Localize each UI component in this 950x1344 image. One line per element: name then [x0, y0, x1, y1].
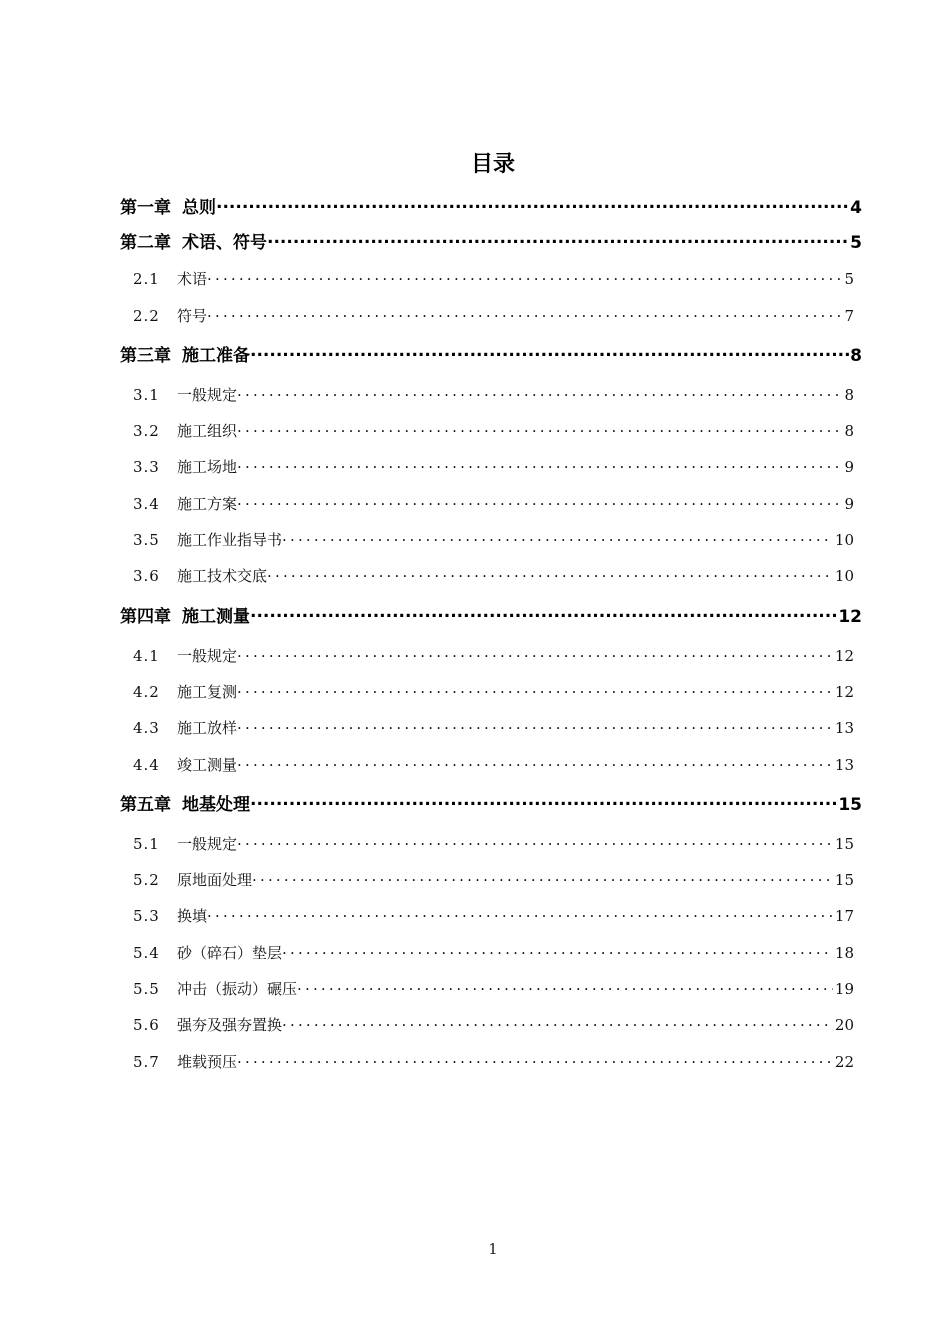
toc-entry-page: 15 — [834, 835, 854, 853]
toc-entry-number: 第二章 — [120, 233, 171, 253]
toc-entry-number: 5.3 — [133, 907, 160, 925]
toc-entry-number: 5.1 — [133, 835, 160, 853]
toc-entry-label: 施工测量 — [182, 607, 250, 627]
toc-entry-page: 13 — [834, 719, 854, 737]
toc-entry-number: 5.4 — [133, 944, 160, 962]
dot-leader — [237, 385, 842, 400]
toc-entry-label: 竣工测量 — [177, 756, 238, 774]
dot-leader — [267, 231, 850, 248]
toc-entry-label: 施工方案 — [177, 495, 238, 513]
toc-entry-number: 5.7 — [133, 1053, 160, 1071]
toc-section-entry[interactable] — [133, 1051, 854, 1075]
toc-entry-label: 施工组织 — [177, 422, 238, 440]
toc-entry-number: 3.6 — [133, 567, 160, 585]
dot-leader — [237, 457, 842, 472]
toc-section-entry[interactable] — [133, 681, 854, 705]
toc-entry-page: 5 — [844, 270, 854, 288]
toc-entry-number: 4.1 — [133, 647, 160, 665]
toc-section-entry[interactable] — [133, 942, 854, 966]
toc-entry-page: 10 — [834, 567, 854, 585]
dot-leader — [207, 269, 842, 284]
dot-leader — [282, 943, 833, 958]
toc-entry-page: 19 — [834, 980, 854, 998]
toc-entry-label: 术语、符号 — [182, 233, 267, 253]
toc-entry-page: 12 — [834, 683, 854, 701]
toc-section-entry[interactable] — [133, 493, 854, 517]
dot-leader — [237, 755, 833, 770]
toc-section-entry[interactable] — [133, 905, 854, 929]
toc-entry-page: 8 — [844, 386, 854, 404]
toc-section-entry[interactable] — [133, 869, 854, 893]
toc-entry-page: 20 — [834, 1016, 854, 1034]
toc-entry-label: 总则 — [182, 198, 216, 218]
toc-entry-number: 3.2 — [133, 422, 160, 440]
toc-entry-label: 砂（碎石）垫层 — [177, 944, 283, 962]
toc-section-entry[interactable] — [133, 420, 854, 444]
toc-entry-number: 4.3 — [133, 719, 160, 737]
toc-entry-page: 22 — [834, 1053, 854, 1071]
toc-entry-label: 堆载预压 — [177, 1053, 238, 1071]
toc-entry-number: 2.2 — [133, 307, 160, 325]
toc-entry-label: 原地面处理 — [177, 871, 253, 889]
toc-entry-label: 冲击（振动）碾压 — [177, 980, 298, 998]
toc-entry-page: 13 — [834, 756, 854, 774]
dot-leader — [237, 1052, 833, 1067]
toc-entry-number: 第一章 — [120, 198, 171, 218]
toc-section-entry[interactable] — [133, 833, 854, 857]
toc-entry-page: 5 — [850, 233, 862, 253]
toc-entry-number: 3.3 — [133, 458, 160, 476]
toc-section-entry[interactable] — [133, 565, 854, 589]
toc-entry-number: 5.5 — [133, 980, 160, 998]
toc-entry-number: 第五章 — [120, 795, 171, 815]
toc-entry-label: 一般规定 — [177, 647, 238, 665]
toc-entry-page: 12 — [838, 607, 862, 627]
toc-entry-label: 地基处理 — [182, 795, 250, 815]
toc-entry-label: 施工放样 — [177, 719, 238, 737]
dot-leader — [237, 421, 842, 436]
toc-entry-label: 一般规定 — [177, 835, 238, 853]
dot-leader — [250, 793, 838, 810]
toc-entry-label: 换填 — [177, 907, 208, 925]
toc-section-entry[interactable] — [133, 268, 854, 292]
dot-leader — [237, 646, 833, 661]
dot-leader — [237, 718, 833, 733]
dot-leader — [297, 979, 833, 994]
toc-section-entry[interactable] — [133, 384, 854, 408]
toc-entry-page: 15 — [834, 871, 854, 889]
toc-section-entry[interactable] — [133, 529, 854, 553]
toc-section-entry[interactable] — [133, 645, 854, 669]
toc-entry-page: 10 — [834, 531, 854, 549]
toc-entry-page: 12 — [834, 647, 854, 665]
toc-entry-label: 施工复测 — [177, 683, 238, 701]
toc-chapter-entry[interactable] — [120, 228, 862, 254]
toc-section-entry[interactable] — [133, 754, 854, 778]
toc-entry-number: 5.6 — [133, 1016, 160, 1034]
toc-entry-label: 施工场地 — [177, 458, 238, 476]
toc-entry-number: 5.2 — [133, 871, 160, 889]
toc-entry-page: 9 — [844, 495, 854, 513]
toc-entry-number: 3.1 — [133, 386, 160, 404]
toc-entry-page: 18 — [834, 944, 854, 962]
dot-leader — [250, 344, 850, 361]
toc-entry-number: 第三章 — [120, 346, 171, 366]
toc-entry-label: 一般规定 — [177, 386, 238, 404]
toc-chapter-entry[interactable] — [120, 790, 862, 816]
toc-entry-number: 3.4 — [133, 495, 160, 513]
dot-leader — [237, 682, 833, 697]
dot-leader — [237, 494, 842, 509]
toc-entry-label: 施工作业指导书 — [177, 531, 283, 549]
dot-leader — [207, 306, 842, 321]
toc-entry-page: 9 — [844, 458, 854, 476]
dot-leader — [237, 834, 833, 849]
toc-entry-label: 施工技术交底 — [177, 567, 268, 585]
toc-section-entry[interactable] — [133, 305, 854, 329]
dot-leader — [282, 530, 833, 545]
toc-entry-page: 4 — [850, 198, 862, 218]
toc-entry-page: 7 — [844, 307, 854, 325]
toc-entry-label: 符号 — [177, 307, 208, 325]
toc-entry-number: 4.2 — [133, 683, 160, 701]
toc-section-entry[interactable] — [133, 978, 854, 1002]
dot-leader — [250, 605, 838, 622]
toc-entry-number: 2.1 — [133, 270, 160, 288]
toc-entry-page: 17 — [834, 907, 854, 925]
toc-entry-label: 术语 — [177, 270, 208, 288]
toc-entry-number: 第四章 — [120, 607, 171, 627]
toc-section-entry[interactable] — [133, 456, 854, 480]
toc-section-entry[interactable] — [133, 717, 854, 741]
toc-chapter-entry[interactable] — [120, 341, 862, 367]
toc-entry-page: 8 — [850, 346, 862, 366]
dot-leader — [267, 566, 833, 581]
page-number: 1 — [488, 1240, 498, 1258]
toc-entry-label: 施工准备 — [182, 346, 250, 366]
toc-entry-label: 强夯及强夯置换 — [177, 1016, 283, 1034]
toc-chapter-entry[interactable] — [120, 602, 862, 628]
toc-entry-page: 15 — [838, 795, 862, 815]
toc-entry-number: 3.5 — [133, 531, 160, 549]
toc-chapter-entry[interactable] — [120, 193, 862, 219]
dot-leader — [216, 196, 850, 213]
dot-leader — [252, 870, 833, 885]
toc-entry-number: 4.4 — [133, 756, 160, 774]
toc-section-entry[interactable] — [133, 1014, 854, 1038]
toc-entry-page: 8 — [844, 422, 854, 440]
dot-leader — [282, 1015, 833, 1030]
toc-title: 目录 — [470, 152, 515, 177]
dot-leader — [207, 906, 833, 921]
